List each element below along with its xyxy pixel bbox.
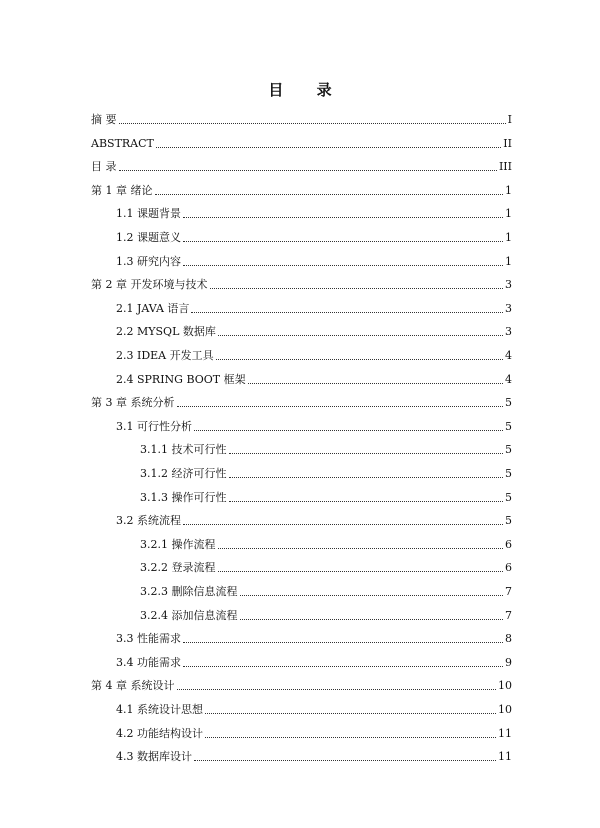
toc-entry-label: 摘 要: [91, 113, 117, 126]
toc-entry-label: 3.2.4 添加信息流程: [140, 608, 238, 622]
toc-entry-label: 第 4 章 系统设计: [91, 679, 175, 693]
toc-entry[interactable]: [116, 348, 512, 364]
toc-entry-label: ABSTRACT: [91, 136, 154, 150]
toc-entry-page-number: 5: [505, 514, 512, 528]
toc-entry-label: 4.3 数据库设计: [116, 750, 192, 764]
toc-entry[interactable]: [116, 324, 512, 340]
toc-entry[interactable]: [140, 490, 512, 506]
toc-entry[interactable]: [140, 466, 512, 482]
toc-leader-dots: [216, 359, 503, 360]
toc-entry[interactable]: [116, 749, 512, 765]
toc-leader-dots: [210, 288, 504, 289]
toc-entry-page-number: 9: [505, 655, 512, 669]
toc-leader-dots: [194, 430, 503, 431]
toc-entry[interactable]: [91, 395, 512, 411]
toc-entry-page-number: 1: [505, 231, 512, 244]
toc-entry-page-number: 5: [505, 490, 512, 504]
toc-entry-label: 3.1 可行性分析: [116, 419, 192, 433]
toc-entry-label: 3.3 性能需求: [116, 632, 181, 646]
toc-entry[interactable]: [116, 372, 512, 388]
toc-leader-dots: [229, 501, 504, 502]
toc-entry[interactable]: [116, 513, 512, 529]
toc-entry-page-number: 5: [505, 443, 512, 457]
toc-entry-label: 2.3 IDEA 开发工具: [116, 349, 214, 362]
toc-entry[interactable]: [140, 584, 512, 600]
toc-entry[interactable]: [116, 301, 512, 317]
toc-entry[interactable]: [116, 230, 512, 246]
toc-entry-label: 第 1 章 绪论: [91, 183, 153, 197]
toc-leader-dots: [119, 170, 497, 171]
toc-leader-dots: [183, 217, 503, 218]
toc-leader-dots: [240, 619, 504, 620]
toc-entry-page-number: II: [503, 136, 512, 150]
toc-entry-label: 3.1.1 技术可行性: [140, 443, 227, 457]
toc-entry[interactable]: [91, 678, 512, 694]
toc-entry-label: 1.1 课题背景: [116, 207, 181, 221]
toc-entry[interactable]: [116, 631, 512, 647]
toc-entry-label: 3.1.3 操作可行性: [140, 490, 227, 504]
toc-entry-page-number: 5: [505, 467, 512, 480]
toc-entry-page-number: 6: [505, 561, 512, 575]
toc-entry-page-number: 3: [505, 301, 512, 315]
toc-entry[interactable]: [91, 183, 512, 199]
toc-leader-dots: [183, 265, 503, 266]
toc-entry[interactable]: [116, 254, 512, 270]
toc-entry-label: 3.4 功能需求: [116, 655, 181, 669]
toc-entry-label: 第 2 章 开发环境与技术: [91, 278, 208, 292]
toc-entry[interactable]: [140, 560, 512, 576]
toc-entry-label: 4.2 功能结构设计: [116, 726, 203, 740]
toc-entry[interactable]: [91, 159, 512, 175]
toc-leader-dots: [183, 241, 503, 242]
toc-entry-label: 4.1 系统设计思想: [116, 703, 203, 716]
toc-entry-page-number: 1: [505, 207, 512, 221]
toc-entry-page-number: 7: [505, 585, 512, 598]
toc-entry[interactable]: [116, 726, 512, 742]
toc-entry[interactable]: [116, 655, 512, 671]
toc-entry[interactable]: [91, 136, 512, 152]
toc-entry[interactable]: [140, 442, 512, 458]
toc-leader-dots: [248, 383, 503, 384]
toc-entry[interactable]: [116, 419, 512, 435]
toc-title: 目 录: [268, 81, 346, 99]
toc-entry-page-number: 6: [505, 537, 512, 551]
toc-entry-label: 2.1 JAVA 语言: [116, 301, 190, 315]
toc-entry-page-number: 3: [505, 325, 512, 339]
toc-entry-label: 3.2.1 操作流程: [140, 537, 216, 551]
toc-leader-dots: [183, 524, 503, 525]
toc-entry-page-number: 5: [505, 396, 512, 410]
toc-entry-label: 1.3 研究内容: [116, 254, 181, 268]
toc-entry-page-number: 11: [498, 750, 512, 764]
toc-entry[interactable]: [91, 277, 512, 293]
toc-entry-label: 3.2.2 登录流程: [140, 561, 216, 575]
toc-leader-dots: [218, 571, 504, 572]
toc-entry-label: 2.4 SPRING BOOT 框架: [116, 372, 246, 386]
toc-leader-dots: [155, 194, 504, 195]
toc-entry-page-number: 3: [505, 278, 512, 292]
toc-entry[interactable]: [116, 206, 512, 222]
toc-entry-page-number: 1: [505, 183, 512, 197]
toc-leader-dots: [183, 642, 503, 643]
toc-entry-page-number: III: [498, 160, 512, 174]
toc-leader-dots: [183, 666, 503, 667]
toc-entry-page-number: 4: [505, 349, 512, 362]
toc-leader-dots: [205, 737, 496, 738]
toc-entry[interactable]: [140, 537, 512, 553]
toc-entry-label: 2.2 MYSQL 数据库: [116, 325, 216, 339]
toc-leader-dots: [119, 123, 506, 124]
toc-leader-dots: [240, 595, 504, 596]
toc-entry-label: 3.2.3 删除信息流程: [140, 585, 238, 598]
toc-leader-dots: [194, 760, 496, 761]
toc-leader-dots: [205, 713, 496, 714]
toc-entry-label: 3.2 系统流程: [116, 514, 181, 528]
toc-entry-label: 目 录: [91, 160, 117, 174]
toc-leader-dots: [191, 312, 503, 313]
toc-entry-page-number: 7: [505, 608, 512, 622]
toc-leader-dots: [156, 147, 501, 148]
toc-entry[interactable]: [116, 702, 512, 718]
toc-entry-page-number: I: [507, 113, 512, 126]
toc-leader-dots: [177, 406, 504, 407]
toc-leader-dots: [177, 689, 497, 690]
toc-leader-dots: [218, 335, 503, 336]
toc-entry-page-number: 10: [498, 703, 512, 716]
toc-entry-label: 1.2 课题意义: [116, 231, 181, 244]
toc-entry-page-number: 10: [498, 679, 512, 693]
toc-entry[interactable]: [140, 608, 512, 624]
toc-entry-label: 第 3 章 系统分析: [91, 396, 175, 410]
toc-entry-page-number: 4: [505, 372, 512, 386]
toc-entry-page-number: 5: [505, 419, 512, 433]
toc-entry-page-number: 11: [498, 726, 512, 740]
toc-leader-dots: [229, 477, 504, 478]
toc-leader-dots: [229, 453, 504, 454]
toc-entry-page-number: 8: [505, 632, 512, 646]
toc-entry[interactable]: [91, 112, 512, 128]
toc-entry-label: 3.1.2 经济可行性: [140, 467, 227, 480]
toc-leader-dots: [218, 548, 504, 549]
toc-entry-page-number: 1: [505, 254, 512, 268]
